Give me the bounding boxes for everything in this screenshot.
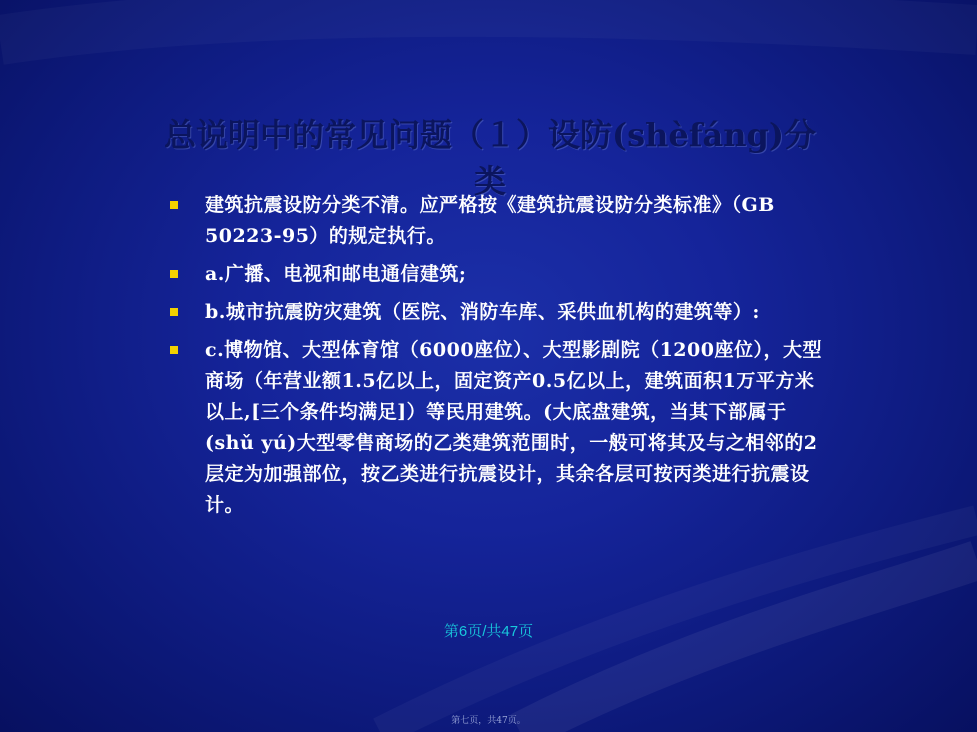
square-bullet-icon <box>170 346 178 354</box>
bullet-item <box>168 335 828 521</box>
bullet-text: a.广播、电视和邮电通信建筑; <box>205 263 467 285</box>
bullet-text: b.城市抗震防灾建筑（医院、消防车库、采供血机构的建筑等）: <box>205 301 760 323</box>
bullet-list <box>168 190 828 528</box>
footer-note: 第七页，共47页。 <box>451 716 526 726</box>
square-bullet-icon <box>170 308 178 316</box>
bullet-item <box>168 259 828 290</box>
page-indicator: 第6页/共47页 <box>443 623 534 640</box>
bullet-text: 建筑抗震设防分类不清。应严格按《建筑抗震设防分类标准》（GB 50223-95）的规定执行。 <box>205 194 775 247</box>
bullet-item <box>168 190 828 252</box>
bullet-text: c.博物馆、大型体育馆（6000座位）、大型影剧院（1200座位），大型商场（年营业额1.5亿以上，固定资产0.5亿以上，建筑面积1万平方米以上,[三个条件均满足]）等民用建筑。(大底盘建筑，当其下部属于(shǔ yú)大型零售商场的乙类建筑范围时，一般可将其及与之相邻的2层定为加强部位，按乙类进行抗震设计，其余各层可按丙类进行抗震设计。 <box>205 339 822 516</box>
bullet-item <box>168 297 828 328</box>
square-bullet-icon <box>170 201 178 209</box>
slide-title: 总说明中的常见问题（１）设防(shèfáng)分类 <box>163 116 817 200</box>
square-bullet-icon <box>170 270 178 278</box>
